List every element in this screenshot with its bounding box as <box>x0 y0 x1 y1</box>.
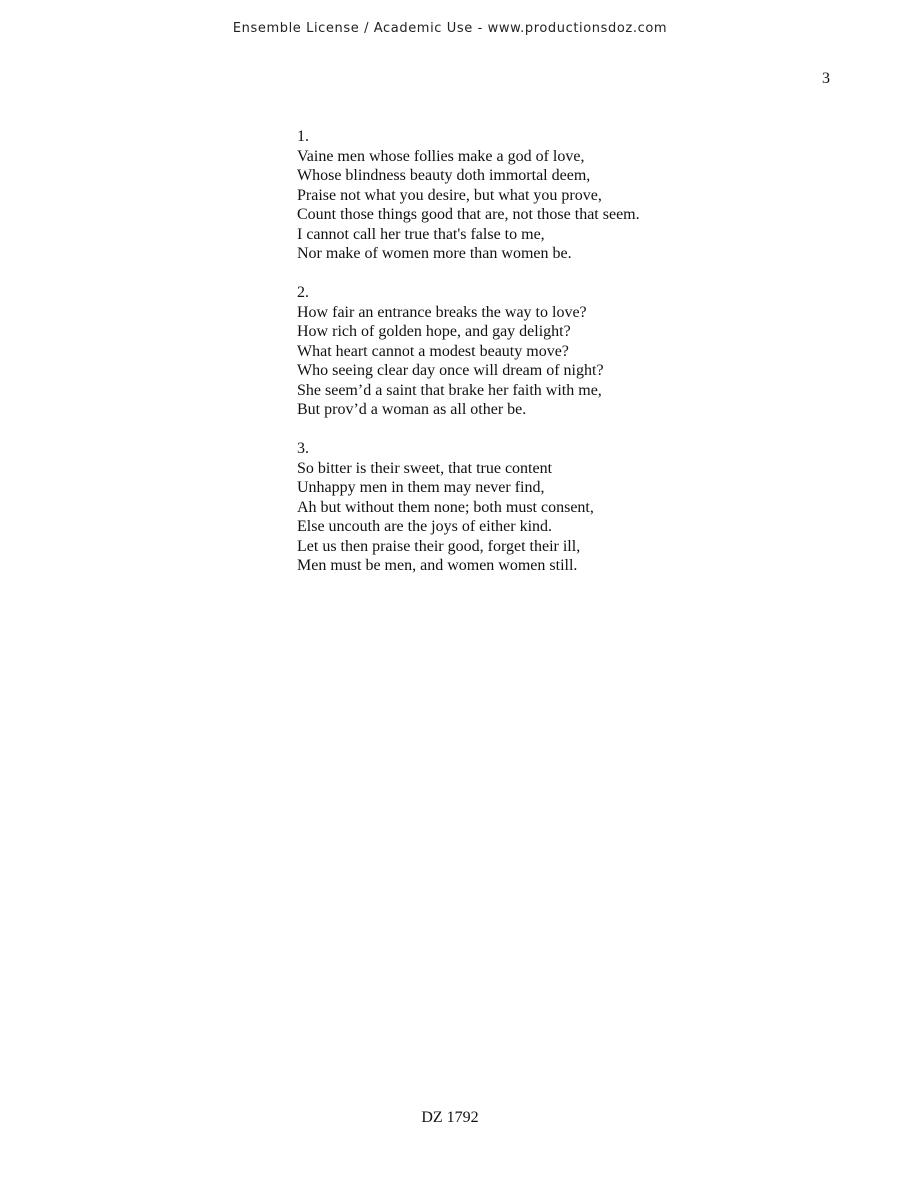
lyric-line: Else uncouth are the joys of either kind. <box>297 518 553 535</box>
stanza-3 <box>297 439 837 576</box>
stanza-number: 1. <box>297 128 309 145</box>
lyric-line: I cannot call her true that's false to me, <box>297 225 545 243</box>
lyric-line: How rich of golden hope, and gay delight? <box>297 323 571 340</box>
stanza-number: 2. <box>297 284 309 301</box>
page-number: 3 <box>822 70 830 87</box>
lyric-line: She seem’d a saint that brake her faith with me, <box>297 381 602 399</box>
lyric-line: Whose blindness beauty doth immortal deem, <box>297 167 591 184</box>
stanza-1 <box>297 127 837 264</box>
lyric-line: Men must be men, and women women still. <box>297 557 578 574</box>
lyric-line: Vaine men whose follies make a god of love, <box>297 147 585 165</box>
lyric-line: Let us then praise their good, forget their ill, <box>297 537 581 555</box>
lyric-line: Count those things good that are, not those that seem. <box>297 206 640 223</box>
stanza-number: 3. <box>297 440 309 457</box>
lyric-line: Praise not what you desire, but what you prove, <box>297 186 602 204</box>
catalog-code-footer: DZ 1792 <box>421 1109 479 1126</box>
lyric-line: Who seeing clear day once will dream of night? <box>297 362 604 379</box>
lyric-line: Ah but without them none; both must consent, <box>297 498 594 516</box>
lyric-line: So bitter is their sweet, that true content <box>297 459 553 477</box>
lyric-line: How fair an entrance breaks the way to love? <box>297 303 587 321</box>
lyric-line: But prov’d a woman as all other be. <box>297 401 527 418</box>
lyric-line: Nor make of women more than women be. <box>297 245 572 262</box>
stanza-2 <box>297 283 837 420</box>
license-header: Ensemble License / Academic Use - www.productionsdoz.com <box>232 21 668 36</box>
lyric-line: What heart cannot a modest beauty move? <box>297 342 569 360</box>
lyrics-block <box>297 127 837 595</box>
lyric-line: Unhappy men in them may never find, <box>297 479 545 496</box>
